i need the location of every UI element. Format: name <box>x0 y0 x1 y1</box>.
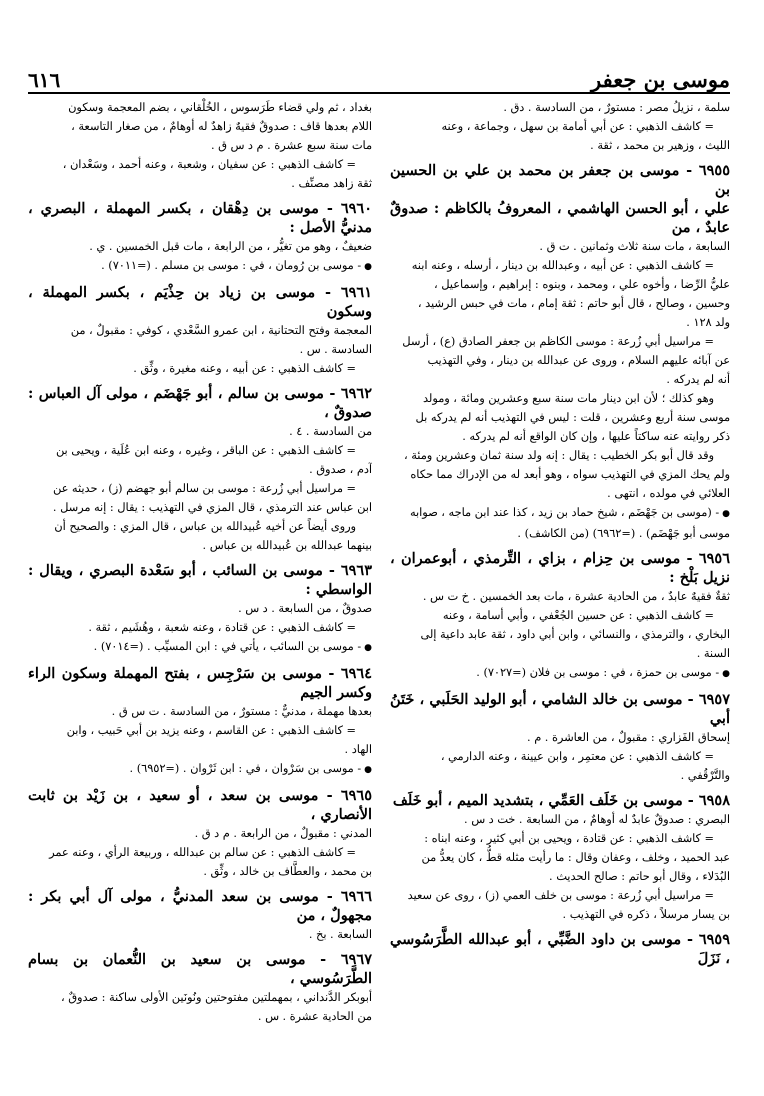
text-line <box>28 321 372 340</box>
line-text: = كاشف الذهبي : عن حسين الجُعْفي ، وأبي أسامة ، وعنه <box>442 609 714 622</box>
text-line <box>390 370 730 389</box>
text-line <box>28 422 372 441</box>
text-line <box>390 408 730 427</box>
text-line <box>390 867 730 886</box>
text-line <box>390 747 730 766</box>
text-line <box>390 905 730 924</box>
line-text: المدني : مقبولٌ ، من الرابعة . م د ق . <box>194 827 372 840</box>
line-text: البصري : صدوقٌ عابدٌ له أوهامٌ ، من السابعة . خت د س . <box>464 813 730 826</box>
text-line <box>390 587 730 606</box>
line-text: = مراسيل أبي زُرعة : موسى الكاظم بن جعفر الصادق (ع) ، أرسل <box>402 335 714 348</box>
text-line <box>28 441 372 460</box>
text-line <box>28 536 372 555</box>
entry-heading-line <box>28 950 372 988</box>
line-text: = كاشف الذهبي : عن أبيه ، وعبدالله بن دينار ، أرسله ، وعنه ابنه <box>411 259 714 272</box>
text-line <box>28 340 372 359</box>
text-line <box>390 848 730 867</box>
line-text: إسحاق الفَزاري : مقبولٌ ، من العاشرة . م . <box>527 731 730 744</box>
text-line <box>28 460 372 479</box>
text-line <box>390 427 730 446</box>
line-text: من السادسة . ٤ . <box>289 425 372 438</box>
line-text: عبد الحميد ، وخلف ، وعفان وقال : ما رأيت مثله قطُّ ، كان يعدُّ من <box>421 851 730 864</box>
line-text: = كاشف الذهبي : عن سفيان ، وشعبة ، وعنه أحمد ، وسَعْدان ، <box>62 158 356 171</box>
page-header <box>28 58 730 92</box>
line-text: موسى سنة أربع وعشرين ، قلت : ليس في التهذيب أنه لم يدركه بل <box>415 411 730 424</box>
entry-heading-line <box>390 161 730 199</box>
line-text: بغداد ، ثم ولي قضاء طَرَسوس ، الخُلْقاني ، بضم المعجمة وسكون <box>68 101 372 114</box>
text-line <box>390 313 730 332</box>
text-line <box>390 829 730 848</box>
text-line <box>28 988 372 1007</box>
cross-reference-line <box>28 637 372 658</box>
bullet-icon: ● <box>364 765 372 775</box>
line-text: بن يسار مرسلاً ، ذكره في التهذيب . <box>562 908 730 921</box>
line-text: = مراسيل أبي زُرعة : موسى بن سالم أبو جهضم (ز) ، حديثه عن <box>53 482 356 495</box>
line-text: - موسى بن سَرْوان ، في : ابن ثَرْوان . (=٦٩٥٢) . <box>129 762 362 775</box>
text-line <box>28 98 372 117</box>
text-line <box>390 275 730 294</box>
text-line <box>390 389 730 408</box>
text-line <box>390 524 730 543</box>
text-line <box>28 498 372 517</box>
line-text: ٦٩٥٨ - موسى بن خَلَف العَمِّي ، بتشديد الميم ، أبو خَلَف <box>392 792 730 809</box>
text-line <box>28 721 372 740</box>
entry-heading-line <box>390 930 730 968</box>
line-text: عليُّ الرِّضا ، وأخوه علي ، ومحمد ، وبنوه : إبراهيم ، وإسماعيل ، <box>434 278 730 291</box>
text-line <box>390 606 730 625</box>
line-text: ٦٩٥٦ - موسى بن حِزام ، بزاي ، التِّرمذي ، أبوعمران ، نزيل بَلْخ : <box>390 550 730 586</box>
line-text: بن محمد ، والعطَّاف بن خالد ، وثِّق . <box>203 865 372 878</box>
text-line <box>28 599 372 618</box>
text-line <box>390 484 730 503</box>
line-text: = كاشف الذهبي : عن أبيه ، وعنه مغيرة ، وثِّق . <box>133 362 356 375</box>
page-number: ٦١٦ <box>28 68 61 92</box>
line-text: وقد قال أبو بكر الخطيب : يقال : إنه ولد سنة ثمان وعشرين ومئة ، <box>404 449 714 462</box>
line-text: ثقةٌ فقيهٌ عابدٌ ، من الحادية عشرة ، مات بعد الخمسين . خ ت س . <box>422 590 730 603</box>
text-line <box>28 479 372 498</box>
line-text: علي ، أبو الحسن الهاشمي ، المعروفُ بالكاظم : صدوقٌ عابدٌ ، من <box>390 200 730 236</box>
text-line <box>28 925 372 944</box>
line-text: السابعة ، مات سنة ثلاث وثمانين . ت ق . <box>539 240 730 253</box>
line-text: - (موسى بن جَهْضَم ، شيخ حماد بن زيد ، كذا عند ابن ماجه ، صوابه <box>409 506 720 519</box>
line-text: ذكر روايته عنه ساكتاً عليها ، وإن كان الواقع أنه لم يدركه . <box>462 430 730 443</box>
entry-heading-line <box>28 786 372 824</box>
line-text: ٦٩٦١ - موسى بن زياد بن حِذْيَم ، بكسر المهملة ، وسكون <box>28 284 372 320</box>
entry-heading-line <box>28 887 372 925</box>
entry-heading-line <box>28 384 372 422</box>
cross-reference-line <box>28 256 372 277</box>
text-line <box>28 155 372 174</box>
line-text: والتَّرْقُفي . <box>680 769 730 782</box>
text-line <box>390 117 730 136</box>
line-text: ٦٩٦٢ - موسى بن سالم ، أبو جَهْضَم ، مولى آل العباس : صدوقٌ ، <box>28 385 372 421</box>
line-text: السنة . <box>696 647 730 660</box>
text-line <box>390 644 730 663</box>
entry-heading-line <box>28 199 372 237</box>
entry-heading-line <box>28 561 372 599</box>
text-line <box>390 256 730 275</box>
text-line <box>28 740 372 759</box>
bullet-icon: ● <box>722 669 730 679</box>
line-text: أنه لم يدركه . <box>666 373 730 386</box>
line-text: بعدها مهملة ، مدنيٌّ : مستورٌ ، من السادسة . ت س ق . <box>111 705 372 718</box>
text-line <box>390 886 730 905</box>
line-text: اللام بعدها قاف : صدوقٌ فقيهٌ زاهدٌ له أوهامٌ ، من صغار التاسعة ، <box>71 120 372 133</box>
line-text: = كاشف الذهبي : عن الباقر ، وغيره ، وعنه ابن عُلَية ، ويحيى بن <box>55 444 356 457</box>
line-text: من الحادية عشرة . س . <box>257 1010 372 1023</box>
running-title: موسى بن جعفر <box>591 67 730 92</box>
line-text: ضعيفٌ ، وهو من تغيُّر ، من الرابعة ، مات قبل الخمسين . ي . <box>89 240 372 253</box>
line-text: ٦٩٥٥ - موسى بن جعفر بن محمد بن علي بن الحسين بن <box>390 162 730 198</box>
line-text: وهو كذلك ؛ لأن ابن دينار مات سنة سبع وعشرين ومائة ، ومولد <box>422 392 714 405</box>
entry-heading-line <box>390 199 730 237</box>
entry-heading-line <box>390 549 730 587</box>
line-text: ثقة زاهد مصنِّف . <box>291 177 372 190</box>
line-text: = كاشف الذهبي : عن أبي أمامة بن سهل ، وجماعة ، وعنه <box>441 120 714 133</box>
text-line <box>390 766 730 785</box>
text-line <box>390 446 730 465</box>
entry-heading-line <box>390 690 730 728</box>
line-text: ٦٩٦٦ - موسى بن سعد المدنيُّ ، مولى آل أبي بكر : مجهولٌ ، من <box>28 888 372 924</box>
bullet-icon: ● <box>722 509 730 519</box>
text-line <box>390 294 730 313</box>
cross-reference-line <box>28 759 372 780</box>
line-text: ٦٩٦٤ - موسى بن سَرْجِس ، بفتح المهملة وسكون الراء وكسر الجيم <box>28 665 372 701</box>
line-text: ٦٩٦٠ - موسى بن دِهْقان ، بكسر المهملة ، البصري ، مدنيُّ الأصل : <box>28 200 372 236</box>
text-line <box>28 824 372 843</box>
text-line <box>390 625 730 644</box>
text-line <box>390 332 730 351</box>
line-text: ولد ١٢٨ . <box>686 316 730 329</box>
bullet-icon: ● <box>364 262 372 272</box>
line-text: = كاشف الذهبي : عن قتادة ، ويحيى بن أبي كثير ، وعنه ابناه : <box>424 832 714 845</box>
line-text: ولم يحك المزي في التهذيب سواه ، وهو أبعد له من الإدراك مما حكاه <box>410 468 730 481</box>
line-text: الهاد . <box>344 743 372 756</box>
line-text: = مراسيل أبي زُرعة : موسى بن خلف العمي (ز) ، روى عن سعيد <box>407 889 714 902</box>
line-text: - موسى بن السائب ، يأتي في : ابن المسيِّب . (=٧٠١٤) . <box>93 640 362 653</box>
line-text: البخاري ، والترمذي ، والنسائي ، وابن أبي داود ، ثقة عابد داعية إلى <box>420 628 730 641</box>
text-line <box>28 618 372 637</box>
line-text: المعجمة وفتح التحتانية ، ابن عمرو السَّعْدي ، كوفي : مقبولٌ ، من <box>70 324 372 337</box>
text-line <box>28 702 372 721</box>
line-text: ٦٩٦٣ - موسى بن السائب ، أبو سَعْدة البصري ، ويقال : الواسطي : <box>28 562 372 598</box>
line-text: صدوقٌ ، من السابعة . د س . <box>238 602 372 615</box>
text-line <box>28 843 372 862</box>
entry-heading-line <box>390 791 730 810</box>
line-text: = كاشف الذهبي : عن قتادة ، وعنه شعبة ، وهُشَيم ، ثقة . <box>88 621 356 634</box>
line-text: أبوبكر الدَّنداني ، بمهملتين مفتوحتين ونُونَين الأولى ساكنة : صدوقٌ ، <box>61 991 372 1004</box>
header-rule <box>28 92 730 94</box>
text-line <box>390 810 730 829</box>
text-line <box>28 1007 372 1026</box>
line-text: العلائي في مولده ، انتهى . <box>607 487 730 500</box>
line-text: ٦٩٦٧ - موسى بن سعيد بن النُّعمان بن بسام الطَّرَسُوسي ، <box>28 951 372 987</box>
left-column <box>28 98 372 1083</box>
line-text: سلمة ، نزيلُ مصر : مستورٌ ، من السادسة . دق . <box>503 101 730 114</box>
line-text: - موسى بن حمزة ، في : موسى بن فلان (=٧٠٢٧) . <box>476 666 720 679</box>
text-line <box>28 174 372 193</box>
entry-heading-line <box>28 664 372 702</box>
text-line <box>390 237 730 256</box>
line-text: موسى أبو جَهْضَم) . (=٦٩٦٢) (من الكاشف) . <box>517 527 730 540</box>
line-text: السادسة . س . <box>299 343 372 356</box>
text-line <box>390 465 730 484</box>
line-text: وروى أيضاً عن أخيه عُبيدالله بن عباس ، قال المزي : والصحيح أن <box>54 520 356 533</box>
line-text: = كاشف الذهبي : عن سالم بن عبدالله ، وربيعة الرأي ، وعنه عمر <box>49 846 356 859</box>
text-line <box>28 862 372 881</box>
text-line <box>28 517 372 536</box>
line-text: الليث ، وزهير بن محمد ، ثقة . <box>590 139 730 152</box>
text-line <box>28 136 372 155</box>
line-text: بينهما عبدالله بن عُبيدالله بن عباس . <box>202 539 372 552</box>
text-line <box>28 237 372 256</box>
line-text: - موسى بن رُومان ، في : موسى بن مسلم . (=٧٠١١) . <box>101 259 362 272</box>
line-text: وحسين ، وصالح ، قال أبو حاتم : ثقة إمام ، مات في حبس الرشيد ، <box>417 297 730 310</box>
text-line <box>390 136 730 155</box>
line-text: = كاشف الذهبي : عن القاسم ، وعنه يزيد بن أبي حَبيب ، وابن <box>66 724 356 737</box>
text-line <box>390 351 730 370</box>
line-text: مات سنة سبع عشرة . م د س ق . <box>211 139 372 152</box>
line-text: عن آبائه عليهم السلام ، وروى عن عبدالله بن دينار ، وفي التهذيب <box>427 354 730 367</box>
line-text: ٦٩٥٩ - موسى بن داود الضَّبِّي ، أبو عبدالله الطَّرَسُوسي ، نَزَلَ <box>390 931 730 967</box>
right-column <box>390 98 730 1083</box>
line-text: ٦٩٦٥ - موسى بن سعد ، أو سعيد ، بن زَيْد بن ثابت الأنصاري ، <box>28 787 372 823</box>
text-line <box>390 98 730 117</box>
line-text: السابعة . بخ . <box>308 928 372 941</box>
entry-heading-line <box>28 283 372 321</box>
line-text: ابن عباس عند الترمذي ، قال المزي في التهذيب : يقال : إنه مرسل . <box>52 501 372 514</box>
line-text: = كاشف الذهبي : عن معتمِر ، وابن عيينة ، وعنه الدارمي ، <box>440 750 714 763</box>
line-text: آدم ، صدوق . <box>309 463 372 476</box>
line-text: البُدَلاء ، وقال أبو حاتم : صالح الحديث . <box>549 870 730 883</box>
text-line <box>28 359 372 378</box>
text-line <box>390 728 730 747</box>
line-text: ٦٩٥٧ - موسى بن خالد الشامي ، أبو الوليد الحَلَبي ، خَتَنُ أبي <box>390 691 730 727</box>
cross-reference-line <box>390 503 730 524</box>
cross-reference-line <box>390 663 730 684</box>
text-line <box>28 117 372 136</box>
bullet-icon: ● <box>364 643 372 653</box>
